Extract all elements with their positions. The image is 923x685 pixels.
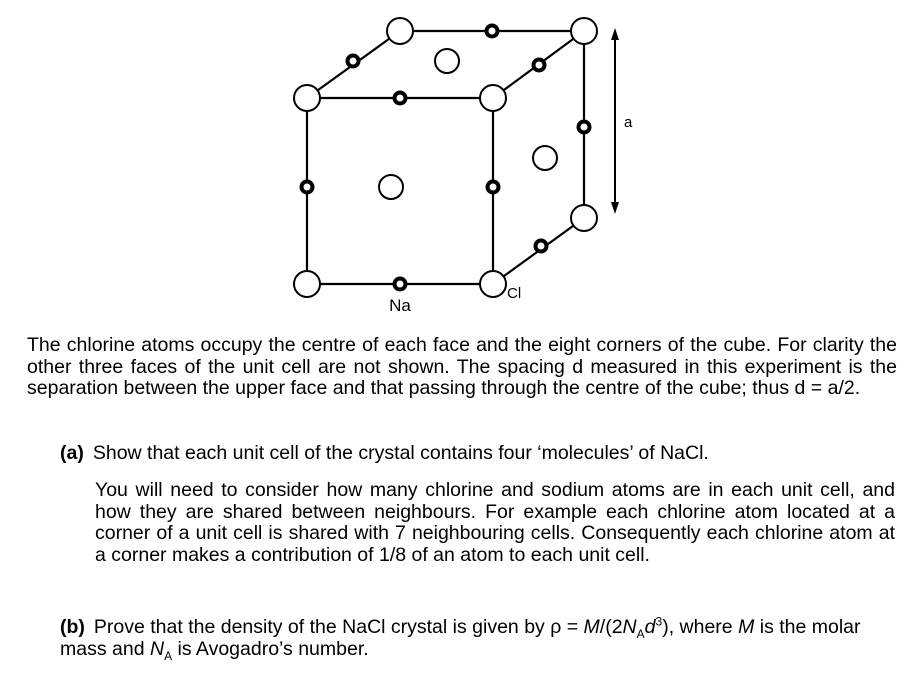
avogadro-symbol: N — [149, 637, 165, 660]
label-cl: Cl — [507, 285, 522, 302]
intro-paragraph: The chlorine atoms occupy the centre of each face and the eight corners of the cube. For clarity the other three faces of the unit cell are not shown. The spacing d measured in this experiment is the separation between the upper face and that passing through the centre of the cube; thus d = a/2. — [27, 334, 897, 399]
formula-n: N — [622, 616, 637, 638]
avogadro-subscript: A — [164, 648, 173, 663]
label-a: a — [624, 114, 633, 131]
part-a-text: Show that each unit cell of the crystal contains four ‘molecules’ of NaCl. — [92, 442, 709, 464]
part-a-note: You will need to consider how many chlorine and sodium atoms are in each unit cell, and how they are shared between neighbours. For example each chlorine atom located at a corner of a unit cell is shared with 7 neighbouring cells. Consequently each chlorine atom at a corner makes a contribution of 1/8 of an atom to each unit cell. — [95, 479, 895, 566]
part-b-text-end: is Avogadro’s number. — [172, 637, 369, 660]
part-b-text-prefix: Prove that the density of the NaCl crystal is given by ρ = — [93, 616, 584, 638]
part-b-label: (b) — [60, 616, 85, 638]
part-b-text-mid2: is the molar mass and — [60, 616, 861, 660]
formula-m: M — [583, 616, 600, 638]
formula-open: /(2 — [599, 616, 623, 638]
part-a-label: (a) — [60, 442, 84, 464]
part-b-question — [60, 614, 900, 663]
label-na: Na — [389, 296, 411, 315]
lattice-constant-arrow — [611, 28, 619, 214]
nacl-unit-cell-diagram — [0, 0, 923, 325]
chlorine-atoms — [294, 18, 597, 297]
formula-d: d — [644, 616, 656, 638]
formula-a-subscript: A — [636, 626, 645, 641]
formula-exponent: 3 — [655, 614, 663, 629]
molar-mass-symbol: M — [738, 616, 755, 638]
part-a-question — [60, 443, 900, 465]
part-b-text-mid: ), where — [662, 616, 739, 638]
